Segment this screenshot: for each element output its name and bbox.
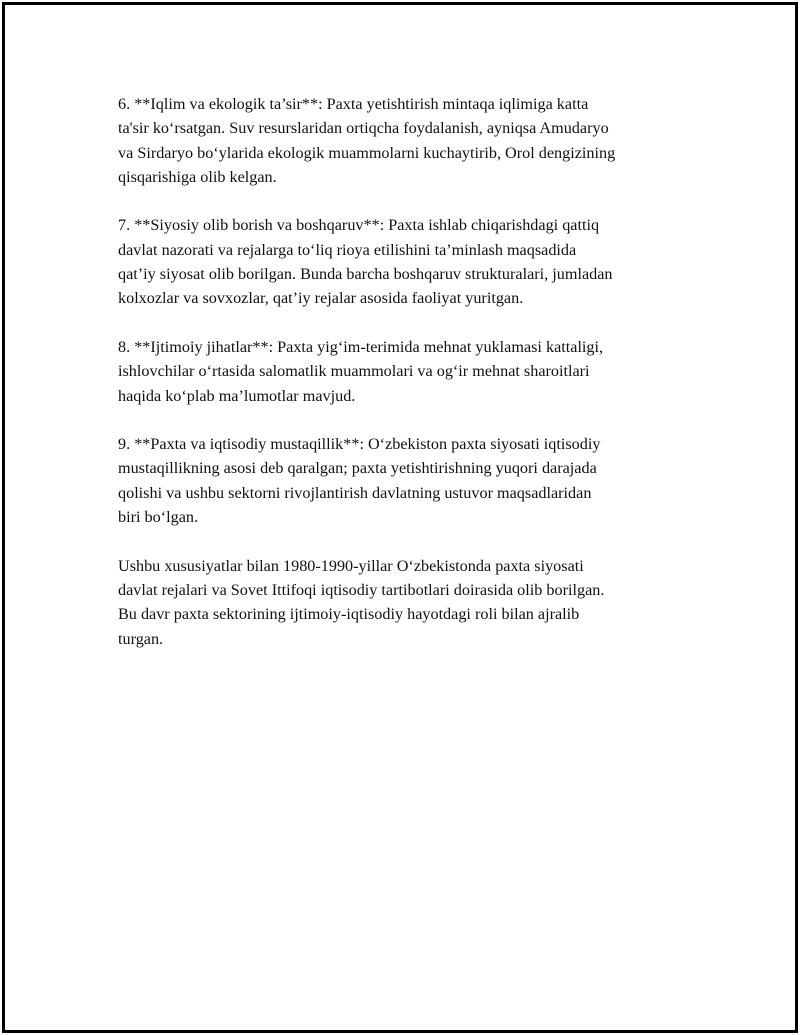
paragraph-line: haqida ko‘plab ma’lumotlar mavjud.	[118, 386, 356, 405]
paragraph-conclusion	[118, 554, 698, 651]
paragraph-line: ta'sir ko‘rsatgan. Suv resurslaridan ortiqcha foydalanish, ayniqsa Amudaryo	[118, 119, 609, 138]
paragraph-line: Bu davr paxta sektorining ijtimoiy-iqtisodiy hayotdagi roli bilan ajralib	[118, 605, 580, 624]
paragraph-line: 6. **Iqlim va ekologik ta’sir**: Paxta yetishtirish mintaqa iqlimiga katta	[118, 95, 589, 113]
paragraph-policy-governance	[118, 213, 698, 310]
paragraph-line: biri bo‘lgan.	[118, 508, 199, 527]
paragraph-line: 7. **Siyosiy olib borish va boshqaruv**: Paxta ishlab chiqarishdagi qattiq	[118, 216, 600, 235]
paragraph-line: mustaqillikning asosi deb qaralgan; paxta yetishtirishning yuqori darajada	[118, 459, 597, 478]
paragraph-line: davlat nazorati va rejalarga to‘liq rioya etilishini ta’minlash maqsadida	[118, 240, 577, 259]
paragraph-line: va Sirdaryo bo‘ylarida ekologik muammolarni kuchaytirib, Orol dengizining	[118, 143, 616, 162]
paragraph-line: qat’iy siyosat olib borilgan. Bunda barcha boshqaruv strukturalari, jumladan	[118, 265, 613, 284]
paragraph-economic-independence	[118, 432, 698, 529]
paragraph-climate-ecology	[118, 92, 698, 189]
paragraph-line: kolxozlar va sovxozlar, qat’iy rejalar asosida faoliyat yuritgan.	[118, 289, 524, 308]
paragraph-social-aspects	[118, 335, 698, 408]
paragraph-line: Ushbu xususiyatlar bilan 1980-1990-yillar O‘zbekistonda paxta siyosati	[118, 556, 584, 575]
document-body	[118, 92, 698, 675]
paragraph-line: davlat rejalari va Sovet Ittifoqi iqtisodiy tartibotlari doirasida olib borilgan.	[118, 580, 605, 599]
paragraph-line: turgan.	[118, 629, 164, 648]
paragraph-line: qisqarishiga olib kelgan.	[118, 167, 277, 186]
paragraph-line: qolishi va ushbu sektorni rivojlantirish davlatning ustuvor maqsadlaridan	[118, 483, 592, 502]
paragraph-line: 9. **Paxta va iqtisodiy mustaqillik**: O‘zbekiston paxta siyosati iqtisodiy	[118, 435, 601, 454]
paragraph-line: ishlovchilar o‘rtasida salomatlik muammolari va og‘ir mehnat sharoitlari	[118, 362, 590, 381]
paragraph-line: 8. **Ijtimoiy jihatlar**: Paxta yig‘im-terimida mehnat yuklamasi kattaligi,	[118, 337, 604, 356]
